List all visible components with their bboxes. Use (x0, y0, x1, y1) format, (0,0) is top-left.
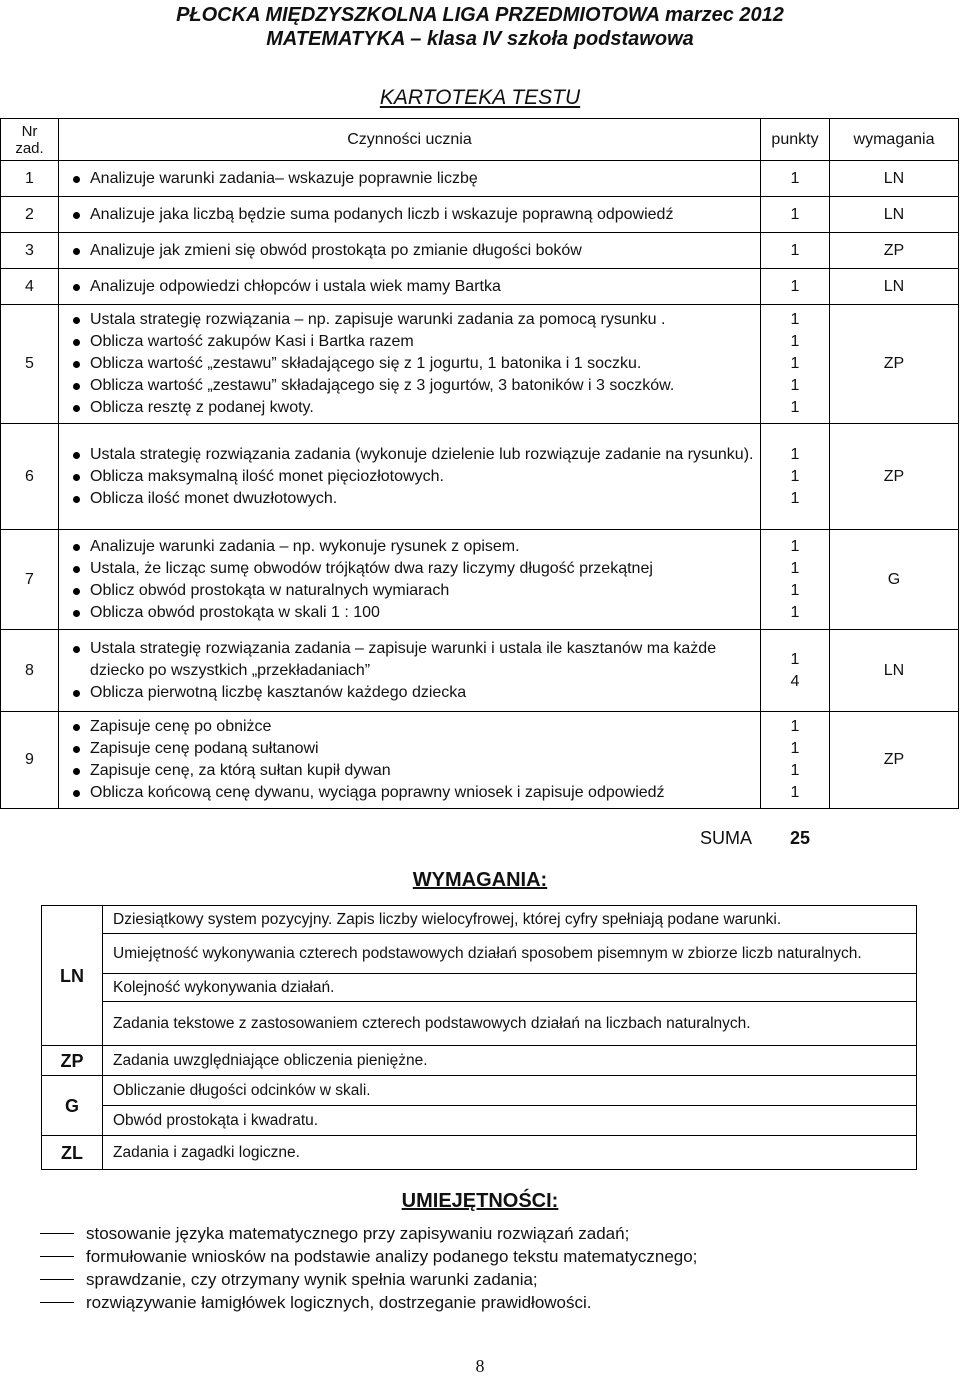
task-number: 1 (1, 161, 59, 197)
header-nr: Nr (21, 122, 38, 140)
activity-text: Zapisuje cenę po obniżce (90, 718, 272, 735)
umiejetnosci-heading: UMIEJĘTNOŚCI: (401, 1190, 559, 1212)
point-value: 1 (790, 603, 800, 621)
table-row (1, 161, 959, 197)
list-item (73, 466, 754, 488)
activity-text: Oblicza pierwotną liczbę kasztanów każdego dziecka (90, 683, 467, 701)
task-points (761, 269, 830, 305)
requirement-description: Obliczanie długości odcinków w skali. (103, 1076, 917, 1106)
table-row (1, 630, 959, 712)
requirement-code (42, 1136, 103, 1170)
list-item (73, 488, 754, 510)
kartoteka-table (0, 118, 959, 809)
task-number: 8 (1, 630, 59, 712)
bullet-icon (73, 383, 80, 390)
task-number: 7 (1, 530, 59, 630)
activity-text: Zapisuje cenę, za którą sułtan kupił dywan (90, 762, 391, 779)
requirement-description: Dziesiątkowy system pozycyjny. Zapis liczby wielocyfrowej, której cyfry spełniają podane warunki. (103, 906, 917, 934)
activity-text: Oblicza wartość „zestawu” składającego się z 1 jogurtu, 1 batonika i 1 soczku. (90, 355, 642, 372)
list-item (73, 716, 754, 738)
kartoteka-heading: KARTOTEKA TESTU (379, 86, 581, 109)
activity-text: Oblicza resztę z podanej kwoty. (90, 399, 314, 416)
bullet-icon (73, 566, 80, 573)
header-czynnosci: Czynności ucznia (59, 119, 761, 161)
point-value: 1 (790, 581, 800, 599)
activity-text: Ustala strategię rozwiązania – np. zapisuje warunki zadania za pomocą rysunku . (90, 311, 666, 328)
list-item (73, 682, 754, 704)
dash-icon (40, 1302, 74, 1303)
task-points (761, 305, 830, 424)
table-header-row (1, 119, 959, 161)
list-item (73, 536, 754, 558)
task-number: 5 (1, 305, 59, 424)
list-item (73, 240, 754, 262)
list-item (73, 638, 754, 682)
dash-icon (40, 1233, 74, 1234)
activity-text: Oblicza wartość „zestawu” składającego się z 3 jogurtów, 3 batoników i 3 soczków. (90, 377, 675, 394)
bullet-icon (73, 496, 80, 503)
list-item (40, 1268, 940, 1291)
activity-text: Ustala strategię rozwiązania zadania (wykonuje dzielenie lub rozwiązuje zadanie na rysunku). (90, 445, 754, 463)
task-points (761, 530, 830, 630)
bullet-icon (73, 212, 80, 219)
activity-text: Ustala, że licząc sumę obwodów trójkątów dwa razy liczymy długość przekątnej (90, 559, 653, 577)
activity-text: Analizuje warunki zadania – np. wykonuje rysunek z opisem. (90, 537, 520, 555)
document-title-line-1: PŁOCKA MIĘDZYSZKOLNA LIGA PRZEDMIOTOWA marzec 2012 (176, 4, 784, 26)
header-wymagania: wymagania (830, 119, 959, 161)
task-activities (59, 233, 761, 269)
skill-text: rozwiązywanie łamigłówek logicznych, dostrzeganie prawidłowości. (86, 1292, 592, 1312)
task-activities (59, 530, 761, 630)
list-item (73, 397, 754, 419)
bullet-icon (73, 361, 80, 368)
point-value: 1 (790, 489, 800, 507)
requirement-description: Kolejność wykonywania działań. (103, 974, 917, 1002)
requirement-row (42, 1046, 917, 1076)
task-number: 3 (1, 233, 59, 269)
requirement-description: Zadania tekstowe z zastosowaniem czterech podstawowych działań na liczbach naturalnych. (103, 1002, 917, 1046)
activity-text: Oblicza wartość zakupów Kasi i Bartka razem (90, 333, 414, 350)
list-item (73, 375, 754, 397)
list-item (73, 331, 754, 353)
point-value: 1 (790, 399, 800, 416)
bullet-icon (73, 339, 80, 346)
bullet-icon (73, 317, 80, 324)
requirement-row (42, 1076, 917, 1106)
point-value: 4 (790, 672, 800, 690)
suma-label: SUMA (700, 828, 753, 848)
page-number: 8 (475, 1356, 485, 1376)
skill-text: formułowanie wniosków na podstawie analizy podanego tekstu matematycznego; (86, 1246, 698, 1266)
task-points (761, 630, 830, 712)
table-row (1, 305, 959, 424)
requirement-row (42, 1136, 917, 1170)
bullet-icon (73, 690, 80, 697)
task-activities (59, 712, 761, 809)
task-points (761, 197, 830, 233)
list-item (73, 204, 754, 226)
requirement-description: Umiejętność wykonywania czterech podstawowych działań sposobem pisemnym w zbiorze liczb naturalnych. (103, 934, 917, 974)
dash-icon (40, 1256, 74, 1257)
task-number: 6 (1, 424, 59, 530)
point-value: 1 (790, 762, 800, 779)
bullet-icon (73, 610, 80, 617)
requirement-description: Zadania uwzględniające obliczenia pieniężne. (103, 1046, 917, 1076)
task-requirement: LN (830, 630, 959, 712)
task-activities (59, 161, 761, 197)
list-item (73, 782, 754, 804)
point-value: 1 (790, 311, 800, 328)
table-row (1, 197, 959, 233)
bullet-icon (73, 646, 80, 653)
task-number: 2 (1, 197, 59, 233)
task-activities (59, 305, 761, 424)
requirement-code-label: G (64, 1095, 79, 1116)
task-activities (59, 630, 761, 712)
activity-text: Ustala strategię rozwiązania zadania – zapisuje warunki i ustala ile kasztanów ma każde dziecko po wszystkich „przekładaniach” (90, 639, 717, 679)
requirement-row (42, 1002, 917, 1046)
point-value: 1 (790, 241, 800, 259)
requirement-description: Obwód prostokąta i kwadratu. (103, 1106, 917, 1136)
umiejetnosci-list (40, 1222, 940, 1314)
point-value: 1 (790, 333, 800, 350)
task-number: 4 (1, 269, 59, 305)
requirement-code (42, 1076, 103, 1136)
list-item (40, 1222, 940, 1245)
point-value: 1 (790, 650, 800, 668)
list-item (73, 760, 754, 782)
task-requirement: ZP (830, 305, 959, 424)
task-requirement: ZP (830, 712, 959, 809)
activity-text: Analizuje jak zmieni się obwód prostokąta po zmianie długości boków (90, 241, 582, 259)
activity-text: Oblicza maksymalną ilość monet pięciozłotowych. (90, 467, 444, 485)
task-points (761, 233, 830, 269)
requirement-code (42, 906, 103, 1046)
list-item (73, 738, 754, 760)
requirement-row (42, 934, 917, 974)
activity-text: Oblicza obwód prostokąta w skali 1 : 100 (90, 603, 380, 621)
bullet-icon (73, 746, 80, 753)
list-item (73, 168, 754, 190)
header-nr-zad (1, 119, 59, 161)
task-requirement: ZP (830, 233, 959, 269)
skill-text: stosowanie języka matematycznego przy zapisywaniu rozwiązań zadań; (86, 1223, 630, 1243)
task-activities (59, 424, 761, 530)
activity-text: Oblicza końcową cenę dywanu, wyciąga poprawny wniosek i zapisuje odpowiedź (90, 784, 665, 801)
point-value: 1 (790, 205, 800, 223)
task-activities (59, 197, 761, 233)
point-value: 1 (790, 784, 800, 801)
activity-text: Analizuje warunki zadania– wskazuje poprawnie liczbę (90, 169, 478, 187)
point-value: 1 (790, 277, 800, 295)
list-item (73, 353, 754, 375)
point-value: 1 (790, 377, 800, 394)
requirement-description: Zadania i zagadki logiczne. (103, 1136, 917, 1170)
point-value: 1 (790, 445, 800, 463)
dash-icon (40, 1279, 74, 1280)
task-requirement: LN (830, 197, 959, 233)
list-item (73, 444, 754, 466)
point-value: 1 (790, 559, 800, 577)
table-row (1, 530, 959, 630)
list-item (73, 309, 754, 331)
bullet-icon (73, 405, 80, 412)
bullet-icon (73, 474, 80, 481)
header-punkty: punkty (761, 119, 830, 161)
bullet-icon (73, 790, 80, 797)
wymagania-heading: WYMAGANIA: (412, 869, 548, 891)
activity-text: Zapisuje cenę podaną sułtanowi (90, 740, 319, 757)
bullet-icon (73, 768, 80, 775)
requirement-code-label: ZP (60, 1050, 84, 1071)
point-value: 1 (790, 740, 800, 757)
requirement-code (42, 1046, 103, 1076)
task-requirement: LN (830, 161, 959, 197)
requirement-code-label: LN (60, 965, 84, 986)
list-item (73, 558, 754, 580)
table-row (1, 424, 959, 530)
task-requirement: LN (830, 269, 959, 305)
activity-text: Oblicza ilość monet dwuzłotowych. (90, 489, 338, 507)
table-row (1, 269, 959, 305)
task-requirement: G (830, 530, 959, 630)
task-number: 9 (1, 712, 59, 809)
table-row (1, 712, 959, 809)
list-item (73, 602, 754, 624)
point-value: 1 (790, 718, 800, 735)
list-item (73, 580, 754, 602)
bullet-icon (73, 544, 80, 551)
bullet-icon (73, 452, 80, 459)
task-requirement: ZP (830, 424, 959, 530)
point-value: 1 (790, 537, 800, 555)
task-activities (59, 269, 761, 305)
requirement-row (42, 906, 917, 934)
bullet-icon (73, 724, 80, 731)
list-item (73, 276, 754, 298)
list-item (40, 1245, 940, 1268)
task-points (761, 712, 830, 809)
document-title-line-2: MATEMATYKA – klasa IV szkoła podstawowa (266, 28, 694, 50)
bullet-icon (73, 248, 80, 255)
list-item (40, 1291, 940, 1314)
requirement-row (42, 974, 917, 1002)
requirement-row (42, 1106, 917, 1136)
point-value: 1 (790, 467, 800, 485)
wymagania-table (41, 905, 917, 1170)
activity-text: Analizuje odpowiedzi chłopców i ustala wiek mamy Bartka (90, 277, 501, 295)
activity-text: Oblicz obwód prostokąta w naturalnych wymiarach (90, 581, 450, 599)
header-zad: zad. (15, 139, 44, 157)
bullet-icon (73, 284, 80, 291)
suma-value: 25 (790, 828, 811, 848)
point-value: 1 (790, 355, 800, 372)
task-points (761, 424, 830, 530)
bullet-icon (73, 588, 80, 595)
activity-text: Analizuje jaka liczbą będzie suma podanych liczb i wskazuje poprawną odpowiedź (90, 205, 674, 223)
skill-text: sprawdzanie, czy otrzymany wynik spełnia warunki zadania; (86, 1269, 538, 1289)
requirement-code-label: ZL (61, 1142, 83, 1163)
bullet-icon (73, 176, 80, 183)
task-points (761, 161, 830, 197)
point-value: 1 (790, 169, 800, 187)
table-row (1, 233, 959, 269)
